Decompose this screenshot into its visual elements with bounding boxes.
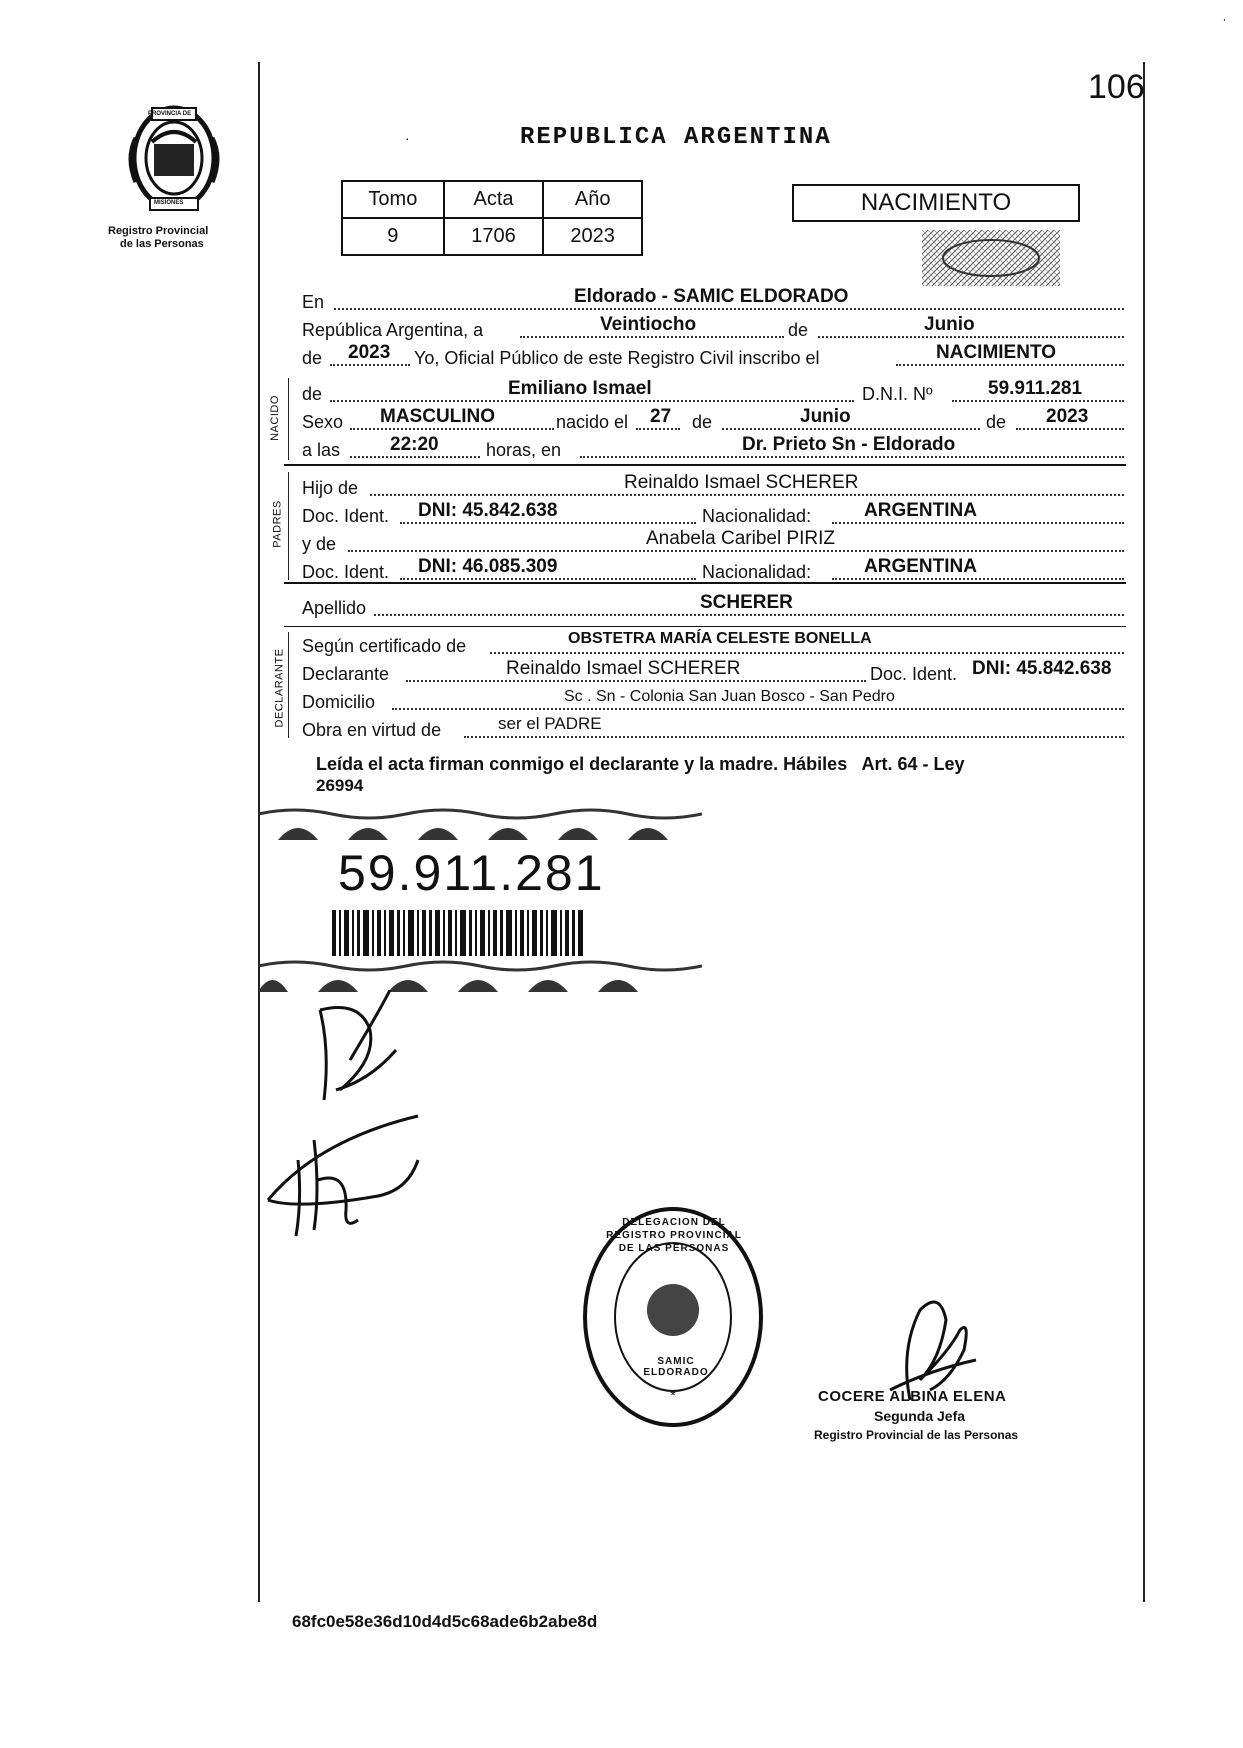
declarante-bracket	[288, 632, 289, 738]
separator-apellido	[284, 626, 1126, 627]
label-apellido: Apellido	[302, 598, 367, 618]
register-table	[341, 180, 643, 256]
value-day-words: Veintiocho	[600, 314, 697, 335]
value-month: Junio	[924, 314, 975, 335]
label-sexo: Sexo	[302, 412, 344, 432]
official-title: Segunda Jefa	[874, 1408, 966, 1424]
act-type-label: NACIMIENTO	[860, 189, 1012, 216]
label-domicilio: Domicilio	[302, 692, 376, 712]
value-child-dni: 59.911.281	[988, 378, 1083, 399]
value-father-nationality: ARGENTINA	[864, 500, 977, 521]
value-address: Sc . Sn - Colonia San Juan Bosco - San Pedro	[564, 688, 895, 705]
label-doc-ident-mother: Doc. Ident.	[302, 562, 390, 582]
value-certificate-by: OBSTETRA MARÍA CELESTE BONELLA	[568, 630, 872, 647]
label-de-name: de	[302, 384, 323, 404]
value-birth-year: 2023	[1046, 406, 1089, 427]
label-en: En	[302, 292, 325, 312]
side-label-padres: PADRES	[271, 500, 284, 548]
dots-child-dni	[952, 400, 1124, 402]
value-father-doc: DNI: 45.842.638	[418, 500, 558, 521]
value-by-virtue: ser el PADRE	[498, 714, 602, 733]
label-yo-oficial: Yo, Oficial Público de este Registro Civil inscribo el	[414, 348, 820, 368]
separator-padres	[284, 582, 1126, 584]
table-header-tomo: Tomo	[342, 181, 444, 218]
table-value-acta: 1706	[444, 218, 544, 255]
value-surname: SCHERER	[700, 592, 793, 613]
label-obra: Obra en virtud de	[302, 720, 442, 740]
dots-birth-month	[722, 428, 980, 430]
seal-bottom-text: MISIONES	[154, 200, 184, 206]
act-type-box	[792, 184, 1080, 222]
label-nacionalidad-father: Nacionalidad:	[702, 506, 812, 526]
padres-bracket	[288, 472, 289, 580]
value-birth-day: 27	[650, 406, 672, 427]
label-declarante: Declarante	[302, 664, 390, 684]
dots-address	[392, 708, 1124, 710]
dots-mother-doc	[400, 578, 696, 580]
security-band-top	[258, 808, 702, 842]
separator-nacido	[284, 464, 1126, 466]
dots-surname	[374, 614, 1124, 616]
stamp-ring-text: DELEGACION DEL REGISTRO PROVINCIAL DE LAS PERSONAS	[606, 1217, 742, 1254]
label-doc-ident-decl: Doc. Ident.	[870, 664, 958, 684]
svg-text:*: *	[670, 1387, 676, 1403]
closing-text-line1: Leída el acta firman conmigo el declarante y la madre. Hábiles Art. 64 - Ley	[316, 754, 965, 774]
label-republica: República Argentina, a	[302, 320, 484, 340]
dots-time	[350, 456, 480, 458]
label-de3: de	[986, 412, 1007, 432]
seal-top-text: PROVINCIA DE	[148, 111, 192, 117]
dots-declarant	[406, 680, 866, 682]
dots-cert	[490, 652, 1124, 654]
value-declarant-doc: DNI: 45.842.638	[972, 658, 1112, 679]
label-a-las: a las	[302, 440, 341, 460]
dots-sex	[350, 428, 554, 430]
label-nacido-el: nacido el	[556, 412, 629, 432]
dots-birth-place	[580, 456, 1124, 458]
security-band-bottom	[258, 960, 702, 994]
closing-text-line2: 26994	[316, 776, 364, 795]
page-number: 106	[1088, 68, 1145, 106]
official-office: Registro Provincial de las Personas	[814, 1428, 1019, 1442]
value-mother-doc: DNI: 46.085.309	[418, 556, 558, 577]
value-mother-name: Anabela Caribel PIRIZ	[646, 528, 836, 549]
dots-mother-nat	[832, 578, 1124, 580]
document-hash: 68fc0e58e36d10d4d5c68ade6b2abe8d	[292, 1612, 598, 1631]
table-value-ano: 2023	[543, 218, 642, 255]
value-birth-place: Dr. Prieto Sn - Eldorado	[742, 434, 956, 455]
label-horas-en: horas, en	[486, 440, 562, 460]
dots-year	[330, 364, 410, 366]
label-de-year: de	[302, 348, 323, 368]
value-child-name: Emiliano Ismael	[508, 378, 652, 399]
dots-mother-name	[348, 550, 1124, 552]
declarant-signature	[258, 1100, 458, 1240]
value-sex: MASCULINO	[380, 406, 496, 427]
dots-en	[334, 308, 1124, 310]
side-label-declarante: DECLARANTE	[273, 648, 286, 728]
stamp-inner-text: SAMIC ELDORADO	[643, 1356, 709, 1378]
security-patch	[922, 230, 1060, 286]
table-header-acta: Acta	[444, 181, 544, 218]
value-mother-nationality: ARGENTINA	[864, 556, 977, 577]
label-dni: D.N.I. Nº	[862, 384, 933, 404]
dots-father-name	[370, 494, 1124, 496]
dots-father-doc	[400, 522, 696, 524]
label-y-de: y de	[302, 534, 337, 554]
country-title: REPUBLICA ARGENTINA	[520, 124, 832, 151]
table-value-tomo: 9	[342, 218, 444, 255]
dots-father-nat	[832, 522, 1124, 524]
title-dot: ·	[405, 130, 410, 146]
dots-obra	[464, 736, 1124, 738]
label-doc-ident-father: Doc. Ident.	[302, 506, 390, 526]
label-segun-cert: Según certificado de	[302, 636, 467, 656]
agency-name-line2: de las Personas	[120, 238, 204, 250]
right-margin-line	[1143, 62, 1145, 1602]
value-declarant: Reinaldo Ismael SCHERER	[506, 658, 741, 679]
agency-name-line1: Registro Provincial	[108, 225, 209, 237]
dots-birth-day	[636, 428, 680, 430]
dots-day	[520, 336, 784, 338]
official-name: COCERE ALBINA ELENA	[818, 1388, 1007, 1405]
dots-child-name	[330, 400, 854, 402]
value-year: 2023	[348, 342, 391, 363]
value-place: Eldorado - SAMIC ELDORADO	[574, 286, 849, 307]
value-birth-month: Junio	[800, 406, 851, 427]
value-act: NACIMIENTO	[936, 342, 1056, 363]
barcode	[332, 910, 588, 956]
dni-number-large: 59.911.281	[338, 845, 605, 901]
value-father-name: Reinaldo Ismael SCHERER	[624, 472, 859, 493]
side-label-nacido: NACIDO	[268, 395, 281, 441]
label-hijo-de: Hijo de	[302, 478, 359, 498]
value-birth-time: 22:20	[390, 434, 439, 455]
dots-birth-year	[1016, 428, 1124, 430]
label-de-month: de	[788, 320, 809, 340]
table-header-ano: Año	[543, 181, 642, 218]
nacido-bracket	[288, 378, 289, 460]
label-de2: de	[692, 412, 713, 432]
label-nacionalidad-mother: Nacionalidad:	[702, 562, 812, 582]
corner-mark: ˈ	[1222, 16, 1227, 32]
dots-month	[818, 336, 1124, 338]
dots-act	[896, 364, 1124, 366]
